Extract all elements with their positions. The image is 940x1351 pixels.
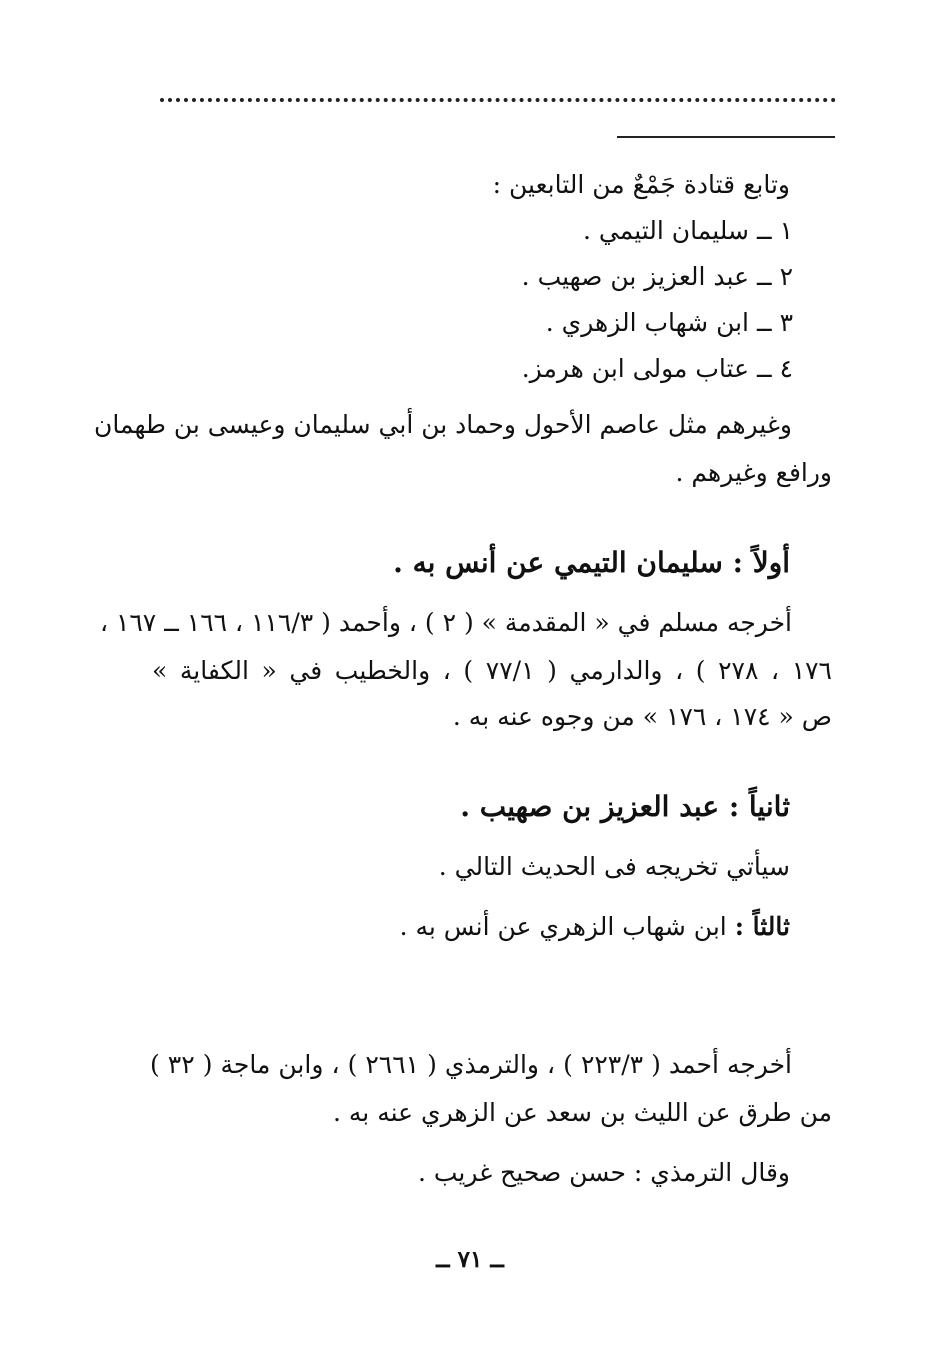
section-2-label: ثانياً : xyxy=(728,790,790,823)
closing-line-1: أخرجه أحمد ( ٢٢٣/٣ ) ، والترمذي ( ٢٦٦١ ) ، وابن ماجة ( ٣٢ ) xyxy=(150,1050,793,1079)
section-2-line: سيأتي تخريجه فى الحديث التالي . xyxy=(438,852,790,881)
others-line-2: ورافع وغيرهم . xyxy=(675,458,832,487)
follower-number: ٣ xyxy=(779,308,793,337)
section-1-line-3: ص « ١٧٤ ، ١٧٦ » من وجوه عنه به . xyxy=(452,702,832,731)
follower-name: ابن شهاب الزهري . xyxy=(545,308,749,337)
section-3-title: ابن شهاب الزهري عن أنس به . xyxy=(399,912,727,941)
follower-name: سليمان التيمي . xyxy=(583,216,749,245)
follower-name: عتاب مولى ابن هرمز. xyxy=(521,354,749,383)
follower-number: ٢ xyxy=(779,262,793,291)
intro-line: وتابع قتادة جَمْعٌ من التابعين : xyxy=(492,170,790,199)
section-1-line-2: ١٧٦ ، ٢٧٨ ) ، والدارمي ( ٧٧/١ ) ، والخطيب في « الكفاية » xyxy=(152,656,832,685)
dotted-separator xyxy=(160,98,836,102)
footnote-rule xyxy=(617,136,835,138)
closing-line-3: وقال الترمذي : حسن صحيح غريب . xyxy=(417,1158,790,1187)
follower-item-3: ٣ ــ ابن شهاب الزهري . xyxy=(545,308,793,337)
section-1-title: سليمان التيمي عن أنس به . xyxy=(393,546,723,579)
follower-number: ٤ xyxy=(779,354,793,383)
page-number: ــ ٧١ ــ xyxy=(436,1246,504,1273)
closing-line-2: من طرق عن الليث بن سعد عن الزهري عنه به . xyxy=(333,1098,832,1127)
section-1-heading xyxy=(393,546,790,580)
section-2-heading xyxy=(460,790,790,824)
follower-number: ١ xyxy=(779,216,793,245)
section-3-heading xyxy=(400,912,790,942)
section-3-label: ثالثاً : xyxy=(734,912,790,941)
section-1-line-1: أخرجه مسلم في « المقدمة » ( ٢ ) ، وأحمد ( ١١٦/٣ ، ١٦٦ ــ ١٦٧ ، xyxy=(99,608,792,637)
follower-item-4: ٤ ــ عتاب مولى ابن هرمز. xyxy=(521,354,793,383)
section-1-label: أولاً : xyxy=(732,546,790,579)
follower-item-2: ٢ ــ عبد العزيز بن صهيب . xyxy=(521,262,793,291)
section-2-title: عبد العزيز بن صهيب . xyxy=(460,790,720,823)
others-line-1: وغيرهم مثل عاصم الأحول وحماد بن أبي سليمان وعيسى بن طهمان xyxy=(94,410,792,439)
follower-name: عبد العزيز بن صهيب . xyxy=(521,262,749,291)
follower-item-1: ١ ــ سليمان التيمي . xyxy=(583,216,793,245)
